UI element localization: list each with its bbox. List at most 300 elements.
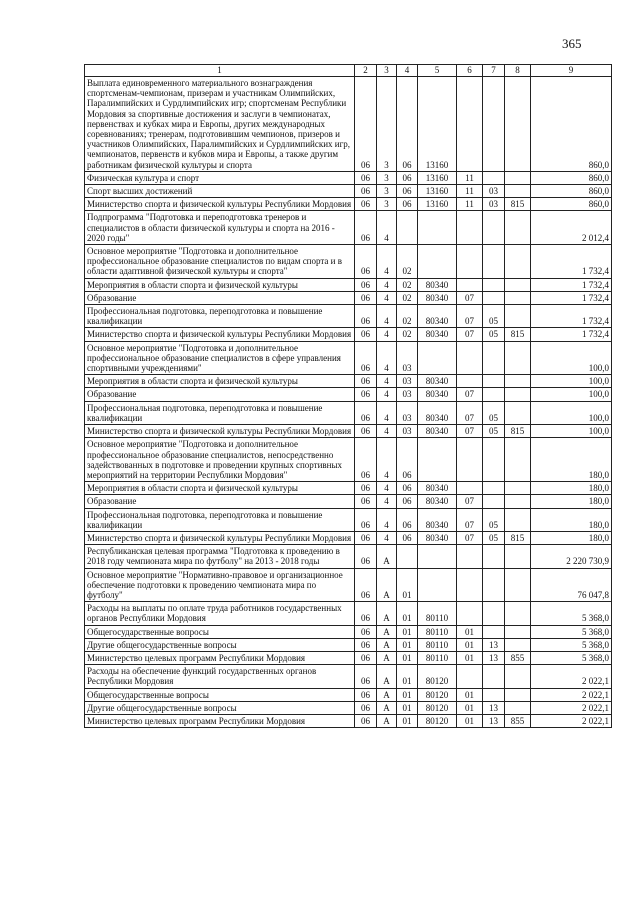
- col-code-5: 80110: [418, 625, 457, 638]
- col-code-5: 80340: [418, 495, 457, 508]
- col-code-6: 07: [457, 328, 483, 341]
- col-amount: 860,0: [531, 198, 612, 211]
- col-name: Министерство целевых программ Республики Мордовия: [85, 651, 355, 664]
- col-code-6: [457, 665, 483, 688]
- col-code-7: [483, 438, 505, 482]
- col-code-7: 13: [483, 638, 505, 651]
- col-code-8: [505, 688, 531, 701]
- col-code-4: 03: [397, 425, 418, 438]
- col-code-2: 06: [355, 482, 377, 495]
- col-code-5: [418, 341, 457, 375]
- col-code-7: 05: [483, 328, 505, 341]
- col-name: Министерство спорта и физической культуры Республики Мордовия: [85, 425, 355, 438]
- col-name: Министерство спорта и физической культуры Республики Мордовия: [85, 531, 355, 544]
- col-code-8: 855: [505, 651, 531, 664]
- col-code-5: 13160: [418, 198, 457, 211]
- page-number: 365: [562, 36, 582, 51]
- col-code-3: 4: [377, 245, 397, 279]
- col-code-7: 03: [483, 185, 505, 198]
- col-name: Основное мероприятие "Нормативно-правовое и организационное обеспечение подготовки к проведению чемпионата мира по футболу": [85, 568, 355, 602]
- col-amount: 100,0: [531, 375, 612, 388]
- table-row: [85, 482, 612, 495]
- col-code-7: 05: [483, 508, 505, 531]
- col-amount: 1 732,4: [531, 245, 612, 279]
- column-header-9: 9: [531, 65, 612, 77]
- col-code-6: 01: [457, 688, 483, 701]
- col-code-2: 06: [355, 401, 377, 424]
- col-name: Республиканская целевая программа "Подготовка к проведению в 2018 году чемпионата мира по футболу" на 2013 - 2018 годы: [85, 545, 355, 568]
- col-name: Другие общегосударственные вопросы: [85, 638, 355, 651]
- col-code-4: 01: [397, 638, 418, 651]
- col-amount: 180,0: [531, 508, 612, 531]
- table-row: [85, 714, 612, 727]
- col-code-3: А: [377, 651, 397, 664]
- col-code-2: 06: [355, 305, 377, 328]
- table-row: [85, 291, 612, 304]
- col-code-6: [457, 568, 483, 602]
- col-code-6: [457, 341, 483, 375]
- col-code-7: [483, 211, 505, 245]
- col-code-4: 02: [397, 291, 418, 304]
- col-code-2: 06: [355, 245, 377, 279]
- col-code-6: [457, 438, 483, 482]
- col-code-5: 80340: [418, 401, 457, 424]
- column-header-4: 4: [397, 65, 418, 77]
- col-code-7: [483, 291, 505, 304]
- col-name: Общегосударственные вопросы: [85, 688, 355, 701]
- col-code-6: 07: [457, 305, 483, 328]
- column-header-1: 1: [85, 65, 355, 77]
- col-code-3: 3: [377, 171, 397, 184]
- col-code-4: 03: [397, 388, 418, 401]
- col-code-6: [457, 77, 483, 172]
- column-header-2: 2: [355, 65, 377, 77]
- col-name: Мероприятия в области спорта и физической культуры: [85, 375, 355, 388]
- col-name: Профессиональная подготовка, переподготовка и повышение квалификации: [85, 401, 355, 424]
- col-code-3: 3: [377, 198, 397, 211]
- col-code-5: 13160: [418, 171, 457, 184]
- col-code-3: 4: [377, 305, 397, 328]
- col-code-5: [418, 545, 457, 568]
- col-code-5: 80340: [418, 328, 457, 341]
- col-code-4: 01: [397, 568, 418, 602]
- col-amount: 1 732,4: [531, 278, 612, 291]
- col-amount: 1 732,4: [531, 305, 612, 328]
- col-amount: 5 368,0: [531, 638, 612, 651]
- col-code-3: 4: [377, 438, 397, 482]
- col-code-3: А: [377, 701, 397, 714]
- col-amount: 100,0: [531, 388, 612, 401]
- col-amount: 2 220 730,9: [531, 545, 612, 568]
- col-code-5: 80340: [418, 388, 457, 401]
- col-code-2: 06: [355, 375, 377, 388]
- col-code-2: 06: [355, 701, 377, 714]
- col-code-2: 06: [355, 198, 377, 211]
- col-code-8: [505, 388, 531, 401]
- col-code-2: 06: [355, 508, 377, 531]
- col-code-6: 01: [457, 625, 483, 638]
- col-code-2: 06: [355, 328, 377, 341]
- col-name: Министерство спорта и физической культуры Республики Мордовия: [85, 198, 355, 211]
- col-amount: 860,0: [531, 171, 612, 184]
- col-code-6: [457, 602, 483, 625]
- col-code-7: 03: [483, 198, 505, 211]
- col-amount: 860,0: [531, 77, 612, 172]
- table-row: [85, 508, 612, 531]
- col-code-2: 06: [355, 291, 377, 304]
- col-code-5: 80340: [418, 305, 457, 328]
- table-row: [85, 545, 612, 568]
- col-code-2: 06: [355, 665, 377, 688]
- col-code-7: 05: [483, 305, 505, 328]
- col-code-5: [418, 438, 457, 482]
- col-code-2: 06: [355, 211, 377, 245]
- col-code-3: 4: [377, 482, 397, 495]
- col-amount: 2 022,1: [531, 714, 612, 727]
- col-amount: 2 022,1: [531, 701, 612, 714]
- col-amount: 180,0: [531, 531, 612, 544]
- col-code-3: 4: [377, 341, 397, 375]
- col-code-2: 06: [355, 77, 377, 172]
- col-code-7: [483, 245, 505, 279]
- col-code-3: 4: [377, 425, 397, 438]
- col-code-6: 01: [457, 714, 483, 727]
- col-code-5: 80110: [418, 651, 457, 664]
- table-row: [85, 701, 612, 714]
- col-code-8: [505, 602, 531, 625]
- col-name: Спорт высших достижений: [85, 185, 355, 198]
- col-code-5: 13160: [418, 185, 457, 198]
- col-code-3: А: [377, 602, 397, 625]
- col-code-5: 80110: [418, 602, 457, 625]
- col-code-7: 13: [483, 714, 505, 727]
- col-code-8: 855: [505, 714, 531, 727]
- col-code-8: [505, 438, 531, 482]
- col-amount: 180,0: [531, 438, 612, 482]
- col-code-8: [505, 211, 531, 245]
- col-code-6: 01: [457, 638, 483, 651]
- col-code-2: 06: [355, 495, 377, 508]
- col-code-3: 4: [377, 291, 397, 304]
- table-row: [85, 568, 612, 602]
- table-row: [85, 77, 612, 172]
- col-code-2: 06: [355, 425, 377, 438]
- col-code-7: 13: [483, 701, 505, 714]
- table-row: [85, 651, 612, 664]
- col-code-2: 06: [355, 185, 377, 198]
- column-header-5: 5: [418, 65, 457, 77]
- table-row: [85, 401, 612, 424]
- col-code-4: [397, 545, 418, 568]
- col-code-7: [483, 341, 505, 375]
- col-code-4: 06: [397, 77, 418, 172]
- col-code-4: 01: [397, 714, 418, 727]
- col-amount: 5 368,0: [531, 625, 612, 638]
- table-row: [85, 305, 612, 328]
- table-row: [85, 425, 612, 438]
- col-code-5: 80340: [418, 375, 457, 388]
- col-code-4: [397, 211, 418, 245]
- col-code-3: 4: [377, 508, 397, 531]
- col-code-8: [505, 665, 531, 688]
- col-code-6: [457, 278, 483, 291]
- col-code-7: [483, 375, 505, 388]
- col-code-7: [483, 171, 505, 184]
- col-code-8: [505, 305, 531, 328]
- col-code-2: 06: [355, 388, 377, 401]
- col-code-5: 80120: [418, 714, 457, 727]
- col-code-4: 06: [397, 495, 418, 508]
- col-code-6: 07: [457, 508, 483, 531]
- col-code-4: 02: [397, 305, 418, 328]
- col-code-6: [457, 545, 483, 568]
- col-code-8: [505, 545, 531, 568]
- col-code-8: [505, 341, 531, 375]
- col-code-4: 03: [397, 401, 418, 424]
- col-code-5: 80120: [418, 665, 457, 688]
- col-code-3: А: [377, 545, 397, 568]
- table-row: [85, 198, 612, 211]
- table-header-row: [85, 65, 612, 77]
- col-code-8: 815: [505, 531, 531, 544]
- col-amount: 5 368,0: [531, 651, 612, 664]
- col-name: Министерство целевых программ Республики Мордовия: [85, 714, 355, 727]
- col-code-4: 06: [397, 185, 418, 198]
- col-code-4: 02: [397, 245, 418, 279]
- col-code-5: 80340: [418, 425, 457, 438]
- col-code-7: [483, 482, 505, 495]
- col-amount: 76 047,8: [531, 568, 612, 602]
- col-name: Образование: [85, 495, 355, 508]
- col-code-8: [505, 278, 531, 291]
- col-code-5: [418, 568, 457, 602]
- col-code-4: 03: [397, 341, 418, 375]
- table-row: [85, 388, 612, 401]
- col-code-6: 07: [457, 401, 483, 424]
- col-name: Основное мероприятие "Подготовка и дополнительное профессиональное образование специалистов по видам спорта и в области адаптивной физической культуры и спорта": [85, 245, 355, 279]
- table-row: [85, 341, 612, 375]
- col-amount: 2 022,1: [531, 688, 612, 701]
- col-code-6: [457, 211, 483, 245]
- col-name: Основное мероприятие "Подготовка и дополнительное профессиональное образование специалистов, непосредственно задействованных в подготовке и проведении крупных спортивных мероприятий на территории Республики Мордовия": [85, 438, 355, 482]
- col-code-8: [505, 77, 531, 172]
- col-code-6: 07: [457, 531, 483, 544]
- col-code-5: 80340: [418, 482, 457, 495]
- col-amount: 100,0: [531, 341, 612, 375]
- col-code-8: [505, 701, 531, 714]
- col-code-3: 4: [377, 531, 397, 544]
- col-code-5: 80340: [418, 291, 457, 304]
- col-code-4: 06: [397, 531, 418, 544]
- col-code-6: 11: [457, 171, 483, 184]
- col-name: Выплата единовременного материального вознаграждения спортсменам-чемпионам, призерам и участникам Олимпийских, Паралимпийских и Сурдлимпийских игр; спортсменам Республики Мордовия за спортивные достижения и заслуги в чемпионатах, первенствах и кубках мира и Европы, других международных соревнованиях; тренерам, подготовившим чемпионов, призеров и участников Олимпийских, Паралимпийских и Сурдлимпийских игр, чемпионатов, первенств и кубков мира и Европы, а также другим работникам физической культуры и спорта: [85, 77, 355, 172]
- col-code-2: 06: [355, 602, 377, 625]
- col-code-4: 01: [397, 625, 418, 638]
- column-header-8: 8: [505, 65, 531, 77]
- col-code-3: 4: [377, 278, 397, 291]
- table-row: [85, 375, 612, 388]
- table-row: [85, 171, 612, 184]
- col-code-3: 3: [377, 185, 397, 198]
- col-name: Мероприятия в области спорта и физической культуры: [85, 278, 355, 291]
- col-code-4: 06: [397, 438, 418, 482]
- col-code-2: 06: [355, 651, 377, 664]
- col-code-3: 3: [377, 77, 397, 172]
- col-code-6: 11: [457, 198, 483, 211]
- col-code-7: [483, 665, 505, 688]
- table-row: [85, 278, 612, 291]
- col-code-8: 815: [505, 425, 531, 438]
- table-row: [85, 665, 612, 688]
- col-name: Образование: [85, 291, 355, 304]
- col-code-7: [483, 495, 505, 508]
- col-code-5: [418, 245, 457, 279]
- col-code-4: 01: [397, 602, 418, 625]
- col-code-4: 02: [397, 328, 418, 341]
- col-code-2: 06: [355, 625, 377, 638]
- col-code-7: [483, 688, 505, 701]
- col-code-7: [483, 625, 505, 638]
- table-row: [85, 688, 612, 701]
- col-code-3: А: [377, 568, 397, 602]
- col-code-6: [457, 482, 483, 495]
- col-code-2: 06: [355, 545, 377, 568]
- col-code-4: 06: [397, 171, 418, 184]
- col-code-5: 80340: [418, 278, 457, 291]
- table-row: [85, 638, 612, 651]
- col-code-4: 06: [397, 508, 418, 531]
- col-name: Подпрограмма "Подготовка и переподготовка тренеров и специалистов в области физической культуры и спорта на 2016 - 2020 годы": [85, 211, 355, 245]
- col-amount: 1 732,4: [531, 328, 612, 341]
- table-row: [85, 328, 612, 341]
- col-code-5: [418, 211, 457, 245]
- col-name: Профессиональная подготовка, переподготовка и повышение квалификации: [85, 305, 355, 328]
- col-code-6: 07: [457, 291, 483, 304]
- col-code-3: А: [377, 688, 397, 701]
- col-code-8: [505, 625, 531, 638]
- table-row: [85, 211, 612, 245]
- col-name: Расходы на выплаты по оплате труда работников государственных органов Республики Мордовия: [85, 602, 355, 625]
- col-code-7: 05: [483, 531, 505, 544]
- col-code-7: [483, 568, 505, 602]
- col-code-3: 4: [377, 211, 397, 245]
- col-name: Физическая культура и спорт: [85, 171, 355, 184]
- col-code-6: [457, 375, 483, 388]
- budget-table: [84, 64, 612, 728]
- col-amount: 100,0: [531, 425, 612, 438]
- col-name: Мероприятия в области спорта и физической культуры: [85, 482, 355, 495]
- col-code-5: 80110: [418, 638, 457, 651]
- col-name: Основное мероприятие "Подготовка и дополнительное профессиональное образование специалистов в сфере управления спортивными учреждениями": [85, 341, 355, 375]
- col-name: Министерство спорта и физической культуры Республики Мордовия: [85, 328, 355, 341]
- col-name: Образование: [85, 388, 355, 401]
- col-code-6: 01: [457, 701, 483, 714]
- col-code-8: [505, 185, 531, 198]
- col-code-7: [483, 278, 505, 291]
- col-name: Профессиональная подготовка, переподготовка и повышение квалификации: [85, 508, 355, 531]
- col-code-3: 4: [377, 328, 397, 341]
- col-code-6: 07: [457, 388, 483, 401]
- col-code-2: 06: [355, 568, 377, 602]
- col-code-3: 4: [377, 375, 397, 388]
- col-code-8: [505, 401, 531, 424]
- col-amount: 180,0: [531, 482, 612, 495]
- col-code-7: [483, 602, 505, 625]
- col-code-2: 06: [355, 638, 377, 651]
- col-code-8: [505, 291, 531, 304]
- col-code-7: [483, 77, 505, 172]
- col-amount: 180,0: [531, 495, 612, 508]
- col-amount: 860,0: [531, 185, 612, 198]
- col-code-4: 06: [397, 482, 418, 495]
- table-body: [85, 77, 612, 728]
- col-code-4: 01: [397, 665, 418, 688]
- col-amount: 5 368,0: [531, 602, 612, 625]
- col-code-2: 06: [355, 714, 377, 727]
- col-code-8: 815: [505, 328, 531, 341]
- col-code-7: 05: [483, 401, 505, 424]
- col-code-7: 13: [483, 651, 505, 664]
- column-header-3: 3: [377, 65, 397, 77]
- col-code-8: [505, 245, 531, 279]
- col-name: Расходы на обеспечение функций государственных органов Республики Мордовия: [85, 665, 355, 688]
- col-code-4: 06: [397, 198, 418, 211]
- col-code-7: [483, 545, 505, 568]
- col-code-3: 4: [377, 388, 397, 401]
- col-code-3: А: [377, 625, 397, 638]
- col-code-4: 02: [397, 278, 418, 291]
- col-code-6: 11: [457, 185, 483, 198]
- column-header-6: 6: [457, 65, 483, 77]
- col-code-5: 80120: [418, 701, 457, 714]
- col-code-8: [505, 638, 531, 651]
- col-code-2: 06: [355, 171, 377, 184]
- col-code-6: 07: [457, 495, 483, 508]
- col-code-3: 4: [377, 401, 397, 424]
- col-code-8: [505, 375, 531, 388]
- col-code-2: 06: [355, 688, 377, 701]
- col-name: Общегосударственные вопросы: [85, 625, 355, 638]
- col-code-6: 01: [457, 651, 483, 664]
- col-code-5: 80340: [418, 531, 457, 544]
- column-header-7: 7: [483, 65, 505, 77]
- col-code-2: 06: [355, 531, 377, 544]
- table-row: [85, 625, 612, 638]
- col-code-6: 07: [457, 425, 483, 438]
- col-code-3: А: [377, 665, 397, 688]
- col-code-2: 06: [355, 278, 377, 291]
- col-code-8: [505, 495, 531, 508]
- col-code-5: 13160: [418, 77, 457, 172]
- col-amount: 100,0: [531, 401, 612, 424]
- col-code-4: 01: [397, 701, 418, 714]
- col-code-3: А: [377, 638, 397, 651]
- col-code-2: 06: [355, 438, 377, 482]
- col-code-8: 815: [505, 198, 531, 211]
- col-code-6: [457, 245, 483, 279]
- table-row: [85, 245, 612, 279]
- col-code-7: 05: [483, 425, 505, 438]
- col-code-5: 80120: [418, 688, 457, 701]
- table-row: [85, 185, 612, 198]
- col-name: Другие общегосударственные вопросы: [85, 701, 355, 714]
- table-row: [85, 531, 612, 544]
- col-code-4: 01: [397, 688, 418, 701]
- col-code-8: [505, 171, 531, 184]
- col-code-4: 03: [397, 375, 418, 388]
- col-code-8: [505, 482, 531, 495]
- col-code-2: 06: [355, 341, 377, 375]
